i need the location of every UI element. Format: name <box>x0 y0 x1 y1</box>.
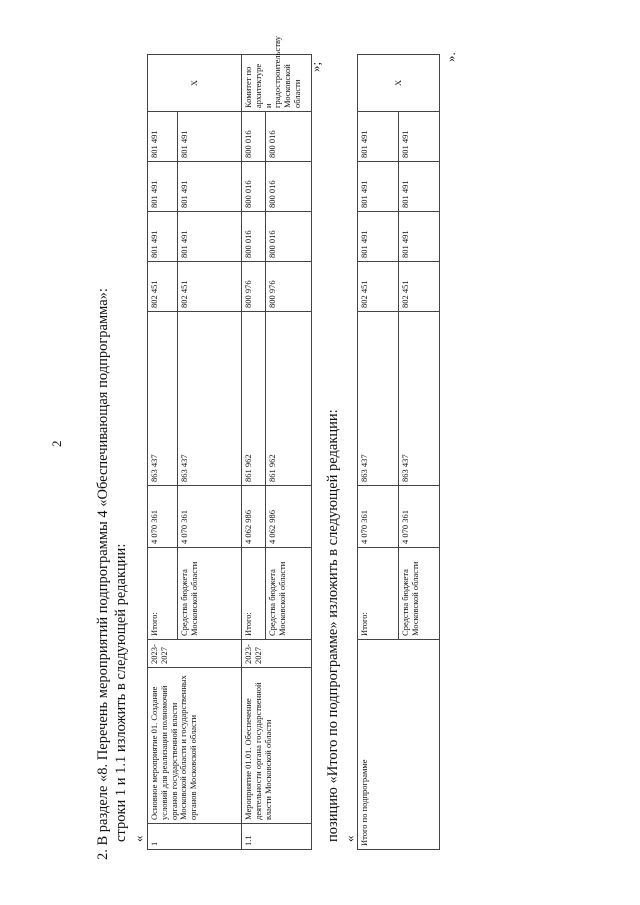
value-year-1: 863 437 <box>178 312 242 486</box>
value-year-1: 861 962 <box>242 312 266 486</box>
value-year-5: 800 016 <box>266 112 312 162</box>
rotated-sheet <box>95 30 475 860</box>
responsible-cell: Комитет по архитектуре и градостроительству Московской области <box>242 55 312 112</box>
activities-table <box>147 35 312 850</box>
value-year-4: 800 016 <box>242 162 266 212</box>
intro-line-1: 2. В разделе «8. Перечень мероприятий подпрограммы 4 «Обеспечивающая подпрограмма»: <box>95 288 111 860</box>
value-year-2: 802 451 <box>148 262 178 312</box>
activity-name: Мероприятие 01.01. Обеспечение деятельности органа государственной власти Московской области <box>242 668 312 824</box>
value-total: 4 070 361 <box>148 486 178 548</box>
activity-name: Основное мероприятие 01. Создание условий для реализации полномочий органов государственной власти Московской области и государственных органов Московской области <box>148 668 242 824</box>
value-year-4: 801 491 <box>148 162 178 212</box>
value-total: 4 062 986 <box>242 486 266 548</box>
table-row <box>242 55 266 850</box>
source-label: Итого: <box>242 548 266 640</box>
value-year-4: 800 016 <box>266 162 312 212</box>
value-total: 4 070 361 <box>358 485 399 547</box>
value-total: 4 070 361 <box>399 485 440 547</box>
value-year-1: 861 962 <box>266 312 312 486</box>
activity-years: 2023-2027 <box>242 640 312 668</box>
value-year-1: 863 437 <box>399 311 440 485</box>
value-year-3: 801 491 <box>178 212 242 262</box>
value-year-4: 801 491 <box>178 162 242 212</box>
source-label: Итого: <box>148 548 178 640</box>
value-year-5: 801 491 <box>399 111 440 161</box>
value-year-3: 801 491 <box>148 212 178 262</box>
value-year-3: 801 491 <box>399 211 440 261</box>
value-year-2: 800 976 <box>242 262 266 312</box>
value-year-1: 863 437 <box>358 311 399 485</box>
close-quote-1: »; <box>308 61 323 72</box>
value-year-4: 801 491 <box>399 161 440 211</box>
value-year-1: 863 437 <box>148 312 178 486</box>
result-cell: X <box>148 55 242 112</box>
value-year-5: 800 016 <box>242 112 266 162</box>
subprogram-total-table <box>357 54 440 850</box>
value-year-5: 801 491 <box>358 111 399 161</box>
source-label: Средства бюджета Московской области <box>178 548 242 640</box>
value-year-2: 802 451 <box>178 262 242 312</box>
activity-years: 2023-2027 <box>148 640 242 668</box>
table-row <box>358 54 399 849</box>
source-label: Итого: <box>358 547 399 639</box>
value-year-5: 801 491 <box>148 112 178 162</box>
value-year-2: 800 976 <box>266 262 312 312</box>
close-quote-2: ». <box>443 52 458 62</box>
value-year-3: 800 016 <box>266 212 312 262</box>
value-total: 4 070 361 <box>178 486 242 548</box>
total-label: Итого по подпрограмме <box>358 639 440 849</box>
value-year-3: 800 016 <box>242 212 266 262</box>
result-cell: X <box>358 54 440 111</box>
value-year-4: 801 491 <box>358 161 399 211</box>
row-number: 1 <box>148 824 242 850</box>
open-quote-2: « <box>342 835 357 842</box>
value-year-5: 801 491 <box>178 112 242 162</box>
intro-line-2: строки 1 и 1.1 изложить в следующей редакции: <box>113 543 129 842</box>
source-label: Средства бюджета Московской области <box>266 548 312 640</box>
page-number: 2 <box>49 440 64 447</box>
value-year-2: 802 451 <box>399 261 440 311</box>
source-label: Средства бюджета Московской области <box>399 547 440 639</box>
table-row <box>148 55 178 850</box>
value-year-2: 802 451 <box>358 261 399 311</box>
value-year-3: 801 491 <box>358 211 399 261</box>
value-total: 4 062 986 <box>266 486 312 548</box>
section2-line: позицию «Итого по подпрограмме» изложить в следующей редакции: <box>325 409 341 842</box>
open-quote-1: « <box>131 835 146 842</box>
row-number: 1.1 <box>242 824 312 850</box>
